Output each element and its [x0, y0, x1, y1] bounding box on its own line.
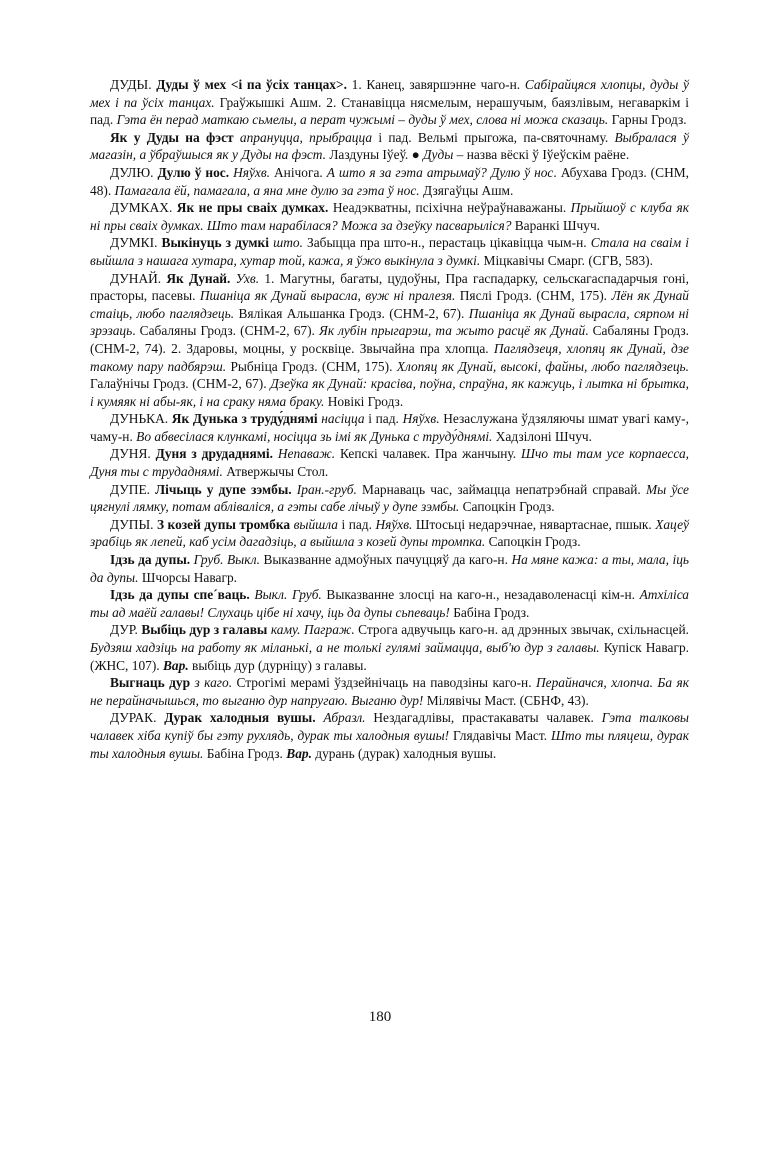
dictionary-entry [90, 164, 689, 199]
example-or-label: выйшла [293, 516, 338, 532]
headword-phrase: Дуня з друдаднямі. [155, 446, 273, 462]
text-run: і пад. [337, 516, 376, 532]
text-run: Забыцца пра што-н., перастаць цікавіцца чым-н. [302, 235, 591, 251]
headword-phrase: Лічыць у дупе зэмбы. [155, 481, 292, 497]
example-or-label: На мяне кажа: а ты, мала, іць да дупы. [90, 552, 689, 585]
text-run: Гарны Гродз. [608, 112, 687, 128]
example-or-label: насіцца [321, 411, 365, 427]
text-run: Пяслі Гродз. (СНМ, 175). [455, 288, 612, 304]
text-run: Неадэкватны, псіхічна неўраўнаважаны. [328, 200, 571, 216]
example-or-label: Абразл. [323, 710, 366, 726]
text-run: Лаздуны Іўеў. ● [325, 147, 424, 163]
example-or-label: Іран.-груб. [296, 481, 357, 497]
text-run: Дзягаўцы Ашм. [419, 182, 514, 198]
variant-label: Вар. [163, 657, 189, 673]
text-run: Бабіна Гродз. [203, 745, 287, 761]
text-run: ДУДЫ. [110, 77, 157, 92]
example-or-label: што. [273, 235, 303, 251]
text-run: Сапоцкін Гродз. [485, 534, 581, 550]
dictionary-entry [90, 199, 689, 234]
example-or-label: Будзяш хадзіць на работу як міланькі, а не толькі гулямі займацца, выб'ю дур з галавы. [90, 640, 600, 655]
example-or-label: А што я за гэта атрымаў? Дулю ў нос [326, 164, 554, 180]
text-run: дурань (дурак) халодныя вушы. [311, 745, 497, 761]
variant-label: Вар. [286, 745, 312, 761]
text-run: Глядавічы Маст. [449, 727, 551, 743]
example-or-label: Пшаніца як Дунай вырасла, сярпом ні зрэзаць [90, 305, 690, 339]
text-run: ДУПЫ. [110, 516, 157, 532]
text-run: і пад. Вельмі прыгожа, па-святочнаму. [372, 129, 615, 145]
example-or-label: Выбралася ў магазін, а ўбраўшыся як у Дуды на фэст. [90, 129, 689, 163]
text-run: ДУРАК. [110, 710, 165, 726]
text-run: . Сабаляны Гродз. (СНМ-2, 74). 2. Здаровы, моцны, у росквіце. Звычайна пра хлопца. [90, 323, 690, 356]
text-run: . Сабаляны Гродз. (СНМ-2, 67). [132, 323, 320, 339]
example-or-label: Шчо ты там усе корпаесса, Дуня ты с трудаднямі. [90, 446, 689, 480]
text-run: і пад. [364, 411, 403, 427]
example-or-label: каму. Паграж. [270, 622, 355, 638]
text-run: Анічога. [270, 164, 327, 180]
headword-phrase: Як Дунька з труду́днямі [171, 411, 318, 427]
example-or-label: Сабірайцяся хлопцы, дуды ў мех і па ўсіх танцах. [90, 77, 689, 110]
text-run: Шчорсы Навагр. [138, 569, 237, 585]
headword-phrase: Дулю ў нос. [157, 164, 230, 180]
text-run: ДУМКАХ. [110, 200, 177, 216]
text-run: Вялікая Альшанка Гродз. (СНМ-2, 67). [234, 305, 469, 321]
text-run: Бабіна Гродз. [449, 604, 530, 620]
text-run: Выказванне адмоўных пачуццяў да каго-н. [259, 552, 512, 568]
text-run: 1. Канец, завяршэнне чаго-н. [346, 77, 525, 92]
example-or-label: Во абвесілася клункамі, носіцца зь імі як Дунька с труду́днямі. [136, 428, 493, 444]
dictionary-entry [90, 674, 689, 709]
text-run: ДУНЬКА. [110, 411, 172, 427]
text-run: Міцкавічы Смарг. (СГВ, 583). [480, 252, 653, 268]
dictionary-entry [90, 270, 689, 411]
headword-phrase: Ідзь да дупы спе´ваць. [110, 587, 250, 603]
dictionary-entry [90, 445, 689, 480]
dictionary-entry [90, 621, 689, 674]
text-run: Кепскі чалавек. Пра жанчыну. [335, 446, 522, 462]
text-run: Мілявічы Маст. (СБНФ, 43). [423, 692, 589, 708]
example-or-label: Пшаніца як Дунай вырасла, вуж ні пралезя. [199, 288, 456, 304]
example-or-label: Атхіліса ты ад маёй галавы! Слухаць цібе ні хачу, іць да дупы сьпеваць! [90, 587, 689, 620]
example-or-label: Гэта ён перад маткаю сьмелы, а перат чужымі – дуды ў мех, слова ні можа сказаць. [116, 112, 609, 128]
page-number: 180 [368, 1009, 392, 1025]
example-or-label: Як лубін прыгарэш, та жыто расцё як Дунай [319, 323, 586, 339]
dictionary-page [90, 76, 689, 762]
text-run: Выказванне злосці на каго-н., незадаволенасці кім-н. [321, 587, 640, 603]
text-run: Штосьці недарэчнае, нявартаснае, пшык. [412, 516, 656, 532]
headword-phrase: Выкінуць з думкі [161, 235, 269, 251]
text-run: ДУПЕ. [110, 481, 156, 497]
text-run: Варанкі Шчуч. [511, 217, 601, 233]
text-run: ДУМКІ. [110, 235, 162, 251]
example-or-label: Няўхв. [402, 411, 440, 427]
headword-phrase: Як не пры сваіх думках. [176, 200, 329, 216]
text-run: . Абухава Гродз. (СНМ, 48). [90, 164, 689, 198]
dictionary-entry [90, 129, 689, 164]
text-run: выбіць дур (дурніцу) з галавы. [188, 657, 367, 673]
example-or-label: апрануцца, прыбрацца [239, 129, 373, 145]
dictionary-entry [90, 234, 689, 269]
text-run: Нездагадлівы, прастакаваты чалавек. [365, 710, 602, 726]
example-or-label: з каго. [194, 675, 233, 691]
text-run: Новікі Гродз. [324, 393, 404, 409]
example-or-label: Прыйшоў с клуба як ні пры сваіх думках. Што там нарабілася? Можа за дзеўку пасварыліся? [90, 200, 690, 233]
example-or-label: Лён як Дунай стаіць, любо паглядзець. [90, 288, 689, 321]
dictionary-entry [90, 709, 689, 762]
example-or-label: Паглядзеця, хлопяц як Дунай, дзе такому пару падбярэш. [90, 340, 689, 374]
example-or-label: Дуды [423, 147, 454, 163]
example-or-label: Дзеўка як Дунай: красіва, поўна, спраўна, як кажуць, і лытка ні брытка, і кумяяк ні абы-як, і на сраку няма браку. [90, 376, 689, 409]
text-run: Сапоцкін Гродз. [459, 499, 555, 515]
example-or-label: Памагала ёй, памагала, а яна мне дулю за гэта ў нос. [114, 182, 420, 198]
headword-phrase: З козей дупы тромбка [156, 516, 291, 532]
example-or-label: Хацеў зрабіць як лепей, каб усім дагадзіць, а выйшла з козей дупы тромпка. [90, 516, 689, 550]
text-run: Марнаваць час, займацца непатрэбнай справай. [356, 481, 646, 497]
text-run: – назва вёскі ў Іўеўскім раёне. [453, 147, 630, 163]
dictionary-entry [90, 551, 689, 586]
dictionary-entry [90, 516, 689, 551]
example-or-label: Перайначся, хлопча. Ба як не перайначышься, то выганю дур напругаю. Выганю дур! [90, 675, 689, 708]
headword-phrase: Выбіць дур з галавы [141, 622, 268, 638]
text-run: 1. Магутны, багаты, цудоўны, Пра гаспадарку, сельскагаспадарчыя гоні, прасторы, пасевы. [90, 270, 689, 304]
text-run: ДУР. [110, 622, 142, 638]
example-or-label: Гэта талковы чалавек хіба купіў бы гэту рухлядь, дурак ты халодныя вушы! [90, 710, 689, 743]
example-or-label: Мы ўсе цягнулі лямку, потам абліваліся, а гэты сабе лічыў у дупе зэмбы. [90, 481, 689, 515]
example-or-label: Ухв. [235, 270, 260, 286]
headword-phrase: Дурак халодныя вушы. [164, 710, 316, 726]
text-run: Незаслужана ўдзяляючы шмат увагі каму-, чаму-н. [90, 411, 689, 444]
example-or-label: Што ты пляцеш, дурак ты халодныя вушы. [90, 727, 689, 761]
example-or-label: Хлопяц як Дунай, высокі, файны, любо паглядзець. [396, 358, 689, 374]
text-run: ДУНЯ. [110, 446, 156, 462]
text-run: ДУЛЮ. [110, 164, 158, 180]
text-run: Граўжышкі Ашм. 2. Станавіцца нясмелым, нерашучым, баязлівым, негаваркім і пад. [90, 94, 689, 128]
dictionary-entry [90, 76, 689, 129]
headword-phrase: Дуды ў мех <і па ўсіх танцах>. [156, 77, 347, 92]
dictionary-entry [90, 586, 689, 621]
headword-phrase: Як у Дуды на фэст [110, 129, 234, 145]
text-run: ДУНАЙ. [110, 270, 167, 286]
example-or-label: Стала на сваім і выйшла з нашага хутара, хутар той, кажа, я ўжо выкінула з думкі. [90, 235, 690, 268]
example-or-label: Груб. Выкл. [193, 552, 260, 568]
dictionary-entry [90, 481, 689, 516]
headword-phrase: Як Дунай. [166, 270, 231, 286]
headword-phrase: Ідзь да дупы. [110, 552, 191, 568]
text-run: Строгімі мерамі ўздзейнічаць на паводзіны каго-н. [232, 675, 536, 691]
example-or-label: Непаваж. [277, 446, 336, 462]
example-or-label: Выкл. Груб. [254, 587, 322, 603]
text-run: Купіск Навагр. (ЖНС, 107). [90, 640, 689, 673]
text-run: Рыбніца Гродз. (СНМ, 175). [226, 358, 397, 374]
example-or-label: Няўхв. [233, 164, 271, 180]
text-run: Хадзілоні Шчуч. [492, 428, 592, 444]
text-run: Галаўнічы Гродз. (СНМ-2, 67). [90, 376, 271, 392]
text-run: Строга адвучыць каго-н. ад дрэнных звычак, схільнасцей. [354, 622, 689, 638]
text-run: Атвержычы Стол. [222, 464, 329, 480]
example-or-label: Няўхв. [375, 516, 413, 532]
headword-phrase: Выгнаць дур [110, 675, 191, 691]
dictionary-entry [90, 410, 689, 445]
